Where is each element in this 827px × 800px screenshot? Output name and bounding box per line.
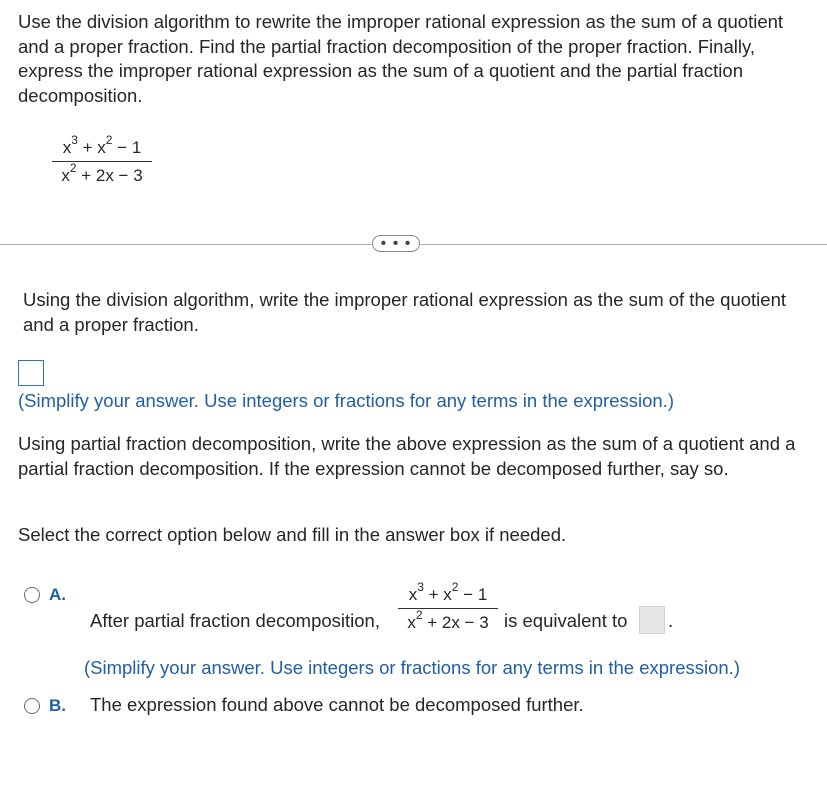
option-a-denominator: $x^2 + 2x - 3$ bbox=[407, 608, 489, 632]
option-a-fraction-bar bbox=[398, 608, 498, 609]
rational-expression bbox=[52, 133, 152, 186]
expression-denominator: $x^2 + 2x - 3$ bbox=[61, 161, 143, 185]
option-a-expression bbox=[398, 580, 498, 633]
option-b-letter[interactable]: B. bbox=[49, 696, 66, 715]
option-a-radio[interactable] bbox=[24, 587, 40, 603]
part2-question: Using partial fraction decomposition, write the above expression as the sum of a quotient and a partial fraction decomposition. If the expression cannot be decomposed further, say so. bbox=[18, 433, 796, 479]
option-a-answer-input[interactable] bbox=[639, 606, 665, 634]
option-a-hint: (Simplify your answer. Use integers or fractions for any terms in the expression.) bbox=[84, 657, 740, 678]
part1-hint: (Simplify your answer. Use integers or fractions for any terms in the expression.) bbox=[18, 390, 674, 411]
option-b-text[interactable]: The expression found above cannot be decomposed further. bbox=[90, 694, 584, 715]
problem-instructions: Use the division algorithm to rewrite the improper rational expression as the sum of a quotient and a proper fraction. Find the partial fraction decomposition of the proper fraction. Finally, express the improper rational expression as the sum of a quotient and the partial fraction decomposition. bbox=[18, 11, 784, 106]
option-a-numerator: $x^3 + x^2 - 1$ bbox=[408, 580, 488, 604]
part1-answer-input[interactable] bbox=[18, 360, 44, 386]
option-b-radio[interactable] bbox=[24, 698, 40, 714]
fraction-bar bbox=[52, 161, 152, 162]
expression-numerator: $x^3 + x^2 - 1$ bbox=[62, 133, 142, 157]
select-prompt: Select the correct option below and fill in the answer box if needed. bbox=[18, 524, 567, 545]
part1-question: Using the division algorithm, write the improper rational expression as the sum of the quotient and a proper fraction. bbox=[23, 289, 786, 335]
option-a-letter[interactable]: A. bbox=[49, 585, 66, 604]
option-a-period: . bbox=[668, 610, 674, 631]
more-options-button[interactable]: • • • bbox=[372, 235, 420, 252]
option-a-suffix: is equivalent to bbox=[504, 610, 628, 631]
option-a-prefix: After partial fraction decomposition, bbox=[90, 610, 380, 631]
